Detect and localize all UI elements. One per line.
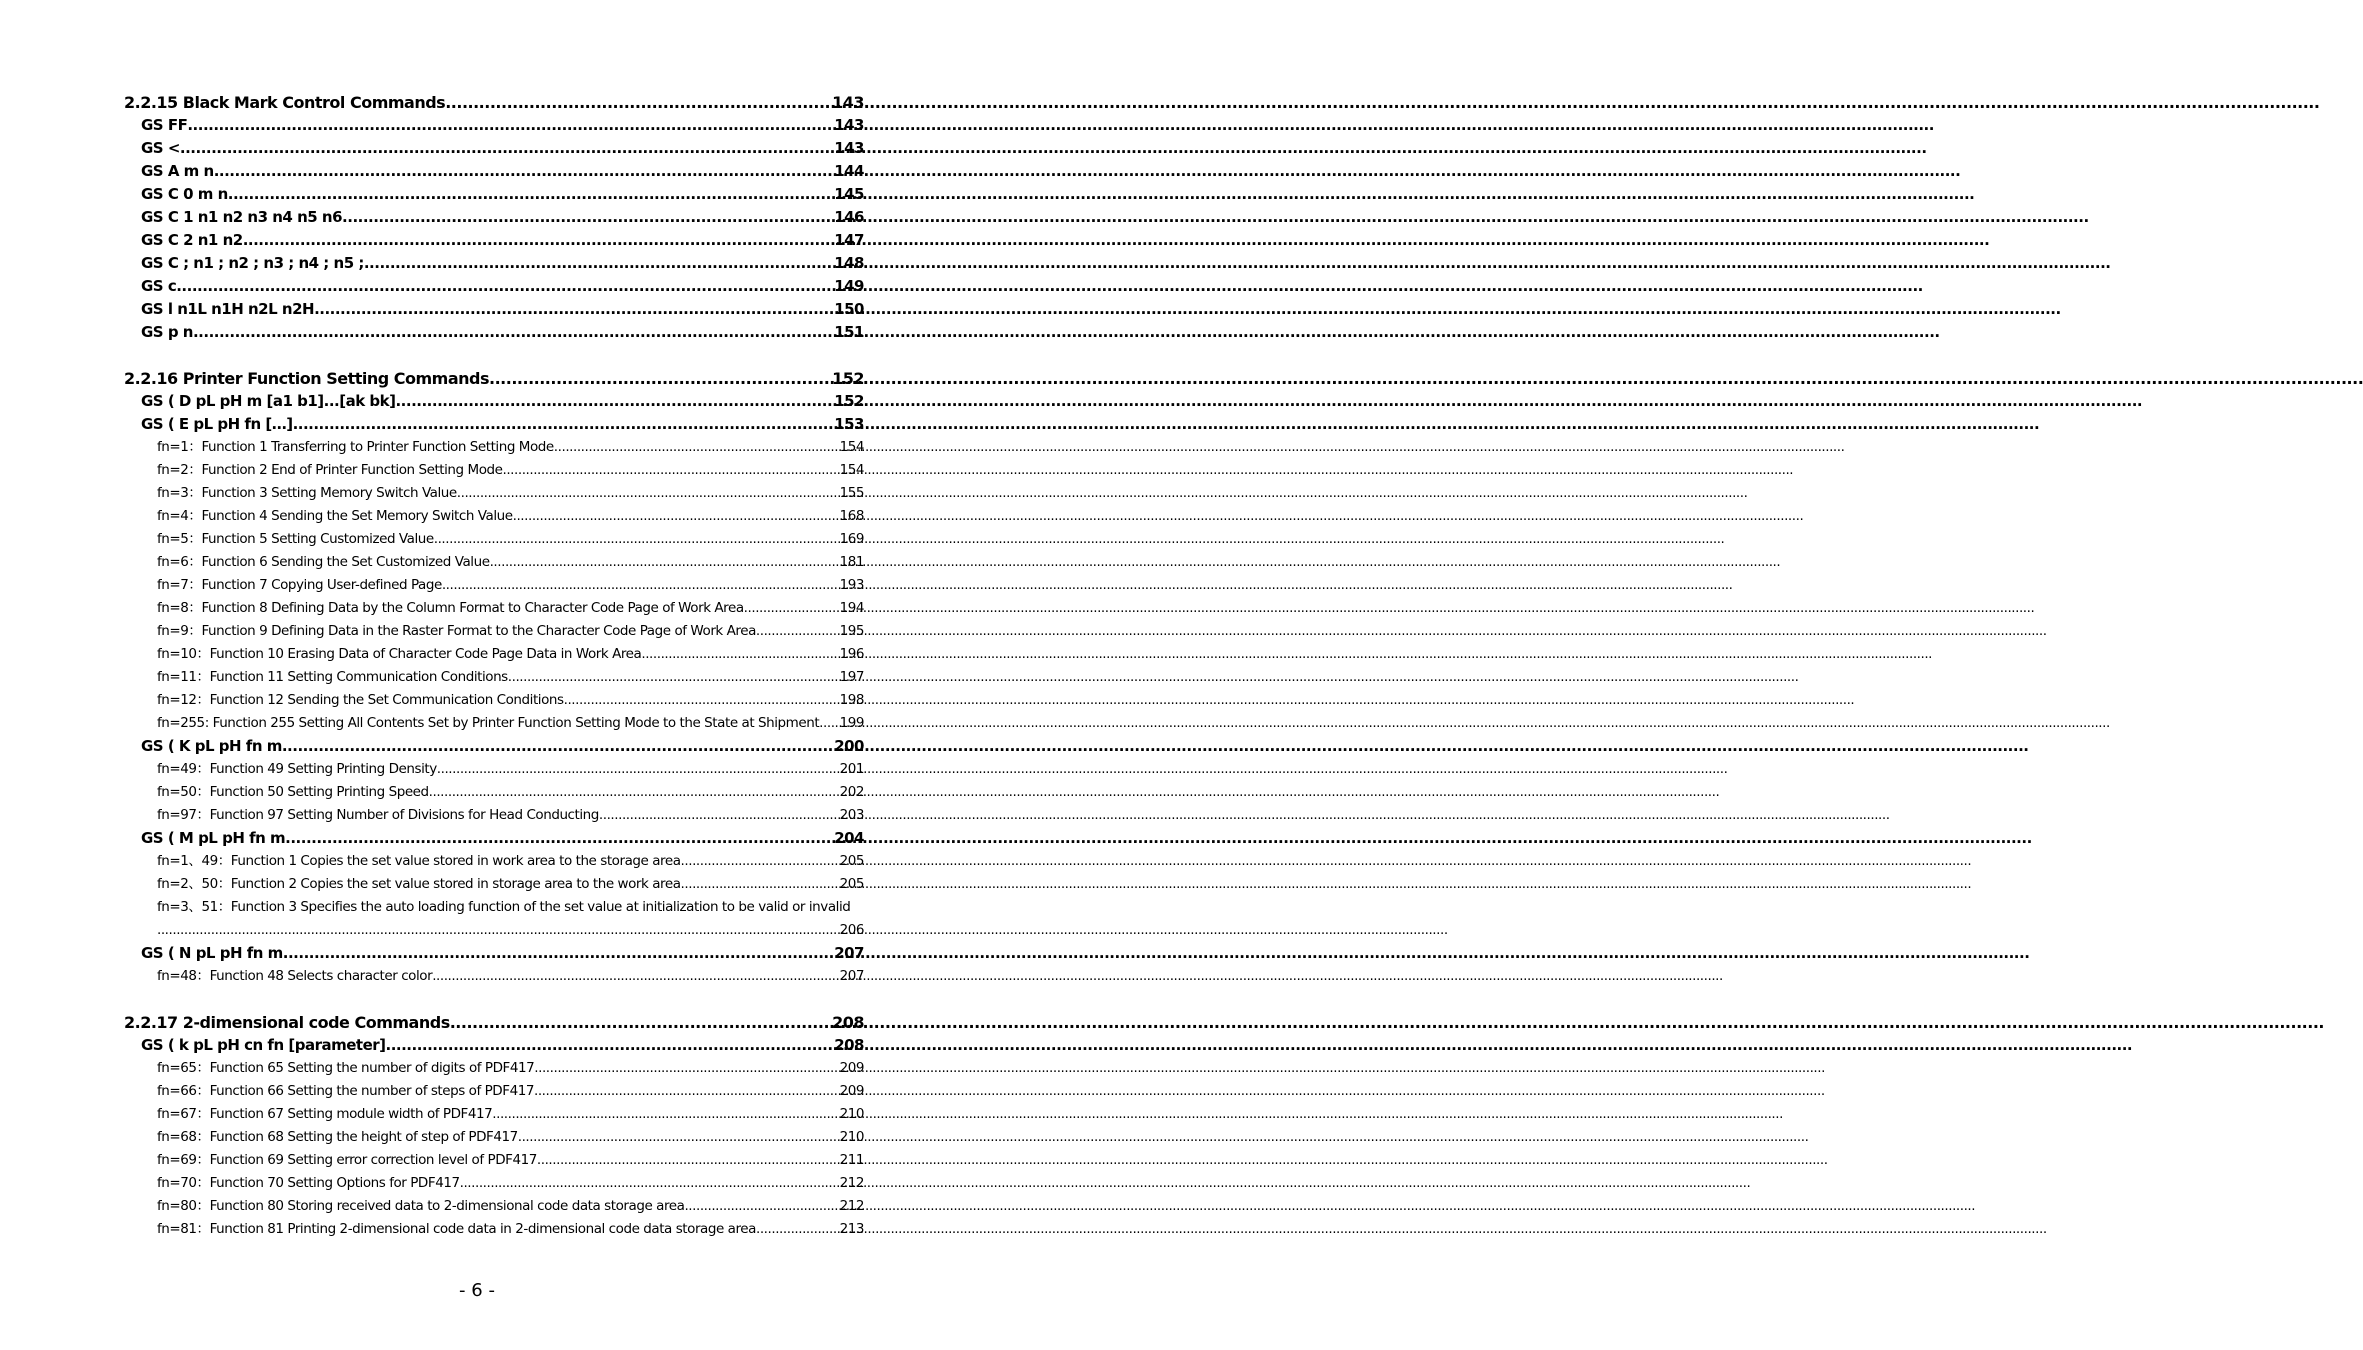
toc-function-entry[interactable] (124, 873, 864, 896)
toc-entry-page: 155 (839, 485, 864, 501)
dot-leader (492, 1103, 839, 1126)
toc-function-entry[interactable] (124, 666, 864, 689)
dot-leader (534, 1080, 840, 1103)
toc-function-entry[interactable] (124, 1195, 864, 1218)
toc-entry-title: GS C 1 n1 n2 n3 n4 n5 n6 (141, 208, 343, 226)
toc-entry-title: fn=9：Function 9 Defining Data in the Raster Format to the Character Code Page of Work Area (157, 623, 756, 639)
toc-entry-title: fn=255: Function 255 Setting All Contents Set by Printer Function Setting Mode to the State at Shipment (157, 715, 820, 731)
dot-leader (395, 390, 834, 413)
toc-command-entry[interactable] (124, 321, 864, 344)
toc-entry-page: 204 (834, 829, 864, 847)
dot-leader (537, 1149, 840, 1172)
toc-function-entry[interactable] (124, 1080, 864, 1103)
toc-entry-title: GS FF (141, 116, 188, 134)
toc-entry-title: GS ( K pL pH fn m (141, 737, 282, 755)
toc-command-entry[interactable] (124, 183, 864, 206)
dot-leader (157, 919, 840, 942)
toc-entry-page: 203 (839, 807, 864, 823)
toc-entry-title: fn=12：Function 12 Sending the Set Communication Conditions (157, 692, 564, 708)
dot-leader (432, 965, 839, 988)
dot-leader (342, 206, 834, 229)
toc-function-entry[interactable] (124, 965, 864, 988)
toc-function-entry[interactable] (124, 643, 864, 666)
toc-entry-page: 154 (839, 439, 864, 455)
toc-entry-page: 148 (834, 254, 864, 272)
toc-entry-title: fn=67：Function 67 Setting module width of PDF417 (157, 1106, 493, 1122)
toc-entry-title: fn=69：Function 69 Setting error correction level of PDF417 (157, 1152, 537, 1168)
toc-entry-title: fn=50：Function 50 Setting Printing Speed (157, 784, 429, 800)
toc-function-entry[interactable] (124, 436, 864, 459)
toc-entry-title: 2.2.17 2-dimensional code Commands (124, 1013, 450, 1032)
toc-function-entry[interactable] (124, 1218, 864, 1241)
toc-entry-title: GS ( k pL pH cn fn [parameter] (141, 1036, 386, 1054)
toc-entry-page: 205 (839, 876, 864, 892)
toc-function-entry[interactable] (124, 781, 864, 804)
toc-entry-title: fn=81：Function 81 Printing 2-dimensional code data in 2-dimensional code data storage area (157, 1221, 756, 1237)
toc-entry-page: 193 (839, 577, 864, 593)
toc-entry-title: fn=8：Function 8 Defining Data by the Column Format to Character Code Page of Work Area (157, 600, 744, 616)
toc-entry-page: 152 (832, 369, 864, 388)
toc-entry-title: fn=65：Function 65 Setting the number of digits of PDF417 (157, 1060, 535, 1076)
toc-entry-page: 152 (834, 392, 864, 410)
dot-leader (681, 873, 840, 896)
dot-leader (490, 551, 840, 574)
dot-leader (285, 827, 834, 850)
toc-function-entry[interactable] (124, 1057, 864, 1080)
toc-entry-page: 143 (834, 139, 864, 157)
toc-entry-title: 2.2.16 Printer Function Setting Commands (124, 369, 490, 388)
dot-leader (756, 620, 840, 643)
toc-entry-title: fn=66：Function 66 Setting the number of steps of PDF417 (157, 1083, 534, 1099)
section-gap (124, 988, 864, 1011)
toc-entry-title: fn=3、51：Function 3 Specifies the auto loading function of the set value at initialization to be valid or invalid (157, 899, 851, 915)
toc-entry-title: fn=10：Function 10 Erasing Data of Character Code Page Data in Work Area (157, 646, 642, 662)
toc-entry-title: fn=97：Function 97 Setting Number of Divisions for Head Conducting (157, 807, 599, 823)
toc-entry-title: fn=48：Function 48 Selects character color (157, 968, 433, 984)
dot-leader (508, 666, 840, 689)
toc-entry-page: 169 (839, 531, 864, 547)
toc-command-entry[interactable] (124, 206, 864, 229)
toc-entry-title: GS C 2 n1 n2 (141, 231, 243, 249)
toc-section-heading[interactable] (124, 91, 864, 114)
toc-command-entry[interactable] (124, 413, 864, 436)
dot-leader (293, 413, 835, 436)
toc-command-entry[interactable] (124, 252, 864, 275)
toc-function-entry[interactable] (124, 551, 864, 574)
toc-entry-title: fn=2、50：Function 2 Copies the set value stored in storage area to the work area (157, 876, 681, 892)
toc-entry-page: 200 (834, 737, 864, 755)
dot-leader (282, 735, 834, 758)
toc-entry-title: GS ( N pL pH fn m (141, 944, 283, 962)
toc-function-entry[interactable] (124, 482, 864, 505)
section-gap (124, 344, 864, 367)
toc-entry-title: GS ( E pL pH fn […] (141, 415, 293, 433)
dot-leader (457, 482, 840, 505)
toc-entry-page: 149 (834, 277, 864, 295)
toc-entry-page: 210 (839, 1129, 864, 1145)
toc-entry-title: fn=11：Function 11 Setting Communication Conditions (157, 669, 508, 685)
toc-entry-title: GS < (141, 139, 180, 157)
dot-leader (744, 597, 840, 620)
dot-leader (243, 229, 835, 252)
dot-leader (228, 183, 834, 206)
toc-entry-title: fn=80：Function 80 Storing received data to 2-dimensional code data storage area (157, 1198, 685, 1214)
toc-entry-page: 143 (832, 93, 864, 112)
toc-entry-page: 208 (834, 1036, 864, 1054)
toc-entry-title: GS C ; n1 ; n2 ; n3 ; n4 ; n5 ; (141, 254, 364, 272)
toc-command-entry[interactable] (124, 275, 864, 298)
dot-leader (180, 137, 834, 160)
dot-leader (684, 1195, 839, 1218)
toc-function-entry[interactable] (124, 1126, 864, 1149)
toc-function-entry[interactable] (124, 712, 864, 735)
toc-function-entry[interactable] (124, 505, 864, 528)
toc-command-entry[interactable] (124, 1034, 864, 1057)
toc-entry-title: fn=5：Function 5 Setting Customized Value (157, 531, 434, 547)
toc-function-entry[interactable] (124, 896, 864, 919)
toc-entry-title: GS c (141, 277, 177, 295)
toc-function-entry[interactable] (124, 758, 864, 781)
toc-entry-title: GS ( M pL pH fn m (141, 829, 286, 847)
toc-entry-title: GS C 0 m n (141, 185, 228, 203)
toc-entry-page: 143 (834, 116, 864, 134)
dot-leader (434, 528, 840, 551)
dot-leader (681, 850, 840, 873)
toc-function-entry[interactable] (124, 528, 864, 551)
toc-entry-page: 150 (834, 300, 864, 318)
toc-entry-page: 209 (839, 1060, 864, 1076)
dot-leader (314, 298, 834, 321)
toc-entry-page: 197 (839, 669, 864, 685)
toc-entry-page: 154 (839, 462, 864, 478)
toc-entry-page: 202 (839, 784, 864, 800)
toc-entry-title: GS A m n (141, 162, 214, 180)
toc-command-entry[interactable] (124, 229, 864, 252)
toc-entry-page: 212 (839, 1198, 864, 1214)
toc-entry-page: 206 (839, 922, 864, 938)
dot-leader (364, 252, 834, 275)
toc-command-entry[interactable] (124, 298, 864, 321)
dot-leader (513, 505, 840, 528)
toc-entry-page: 194 (839, 600, 864, 616)
dot-leader (554, 436, 840, 459)
toc-entry-title: fn=68：Function 68 Setting the height of step of PDF417 (157, 1129, 518, 1145)
dot-leader (534, 1057, 839, 1080)
toc-entry-page: 210 (839, 1106, 864, 1122)
toc-command-entry[interactable] (124, 137, 864, 160)
toc-entry-page: 181 (839, 554, 864, 570)
dot-leader (437, 758, 840, 781)
dot-leader (641, 643, 839, 666)
dot-leader (386, 1034, 835, 1057)
toc-function-entry[interactable] (124, 804, 864, 827)
toc-function-entry[interactable] (124, 850, 864, 873)
toc-function-entry[interactable] (124, 459, 864, 482)
toc-entry-page: 205 (839, 853, 864, 869)
toc-entry-title: GS l n1L n1H n2L n2H (141, 300, 315, 318)
table-of-contents (124, 91, 864, 1241)
toc-function-entry[interactable] (124, 1149, 864, 1172)
toc-function-entry[interactable] (124, 597, 864, 620)
dot-leader (599, 804, 840, 827)
toc-entry-page: 207 (834, 944, 864, 962)
dot-leader (193, 321, 834, 344)
dot-leader (214, 160, 834, 183)
toc-entry-title: fn=7：Function 7 Copying User-defined Page (157, 577, 442, 593)
toc-entry-page: 198 (839, 692, 864, 708)
dot-leader (756, 1218, 840, 1241)
toc-command-entry[interactable] (124, 942, 864, 965)
dot-leader (564, 689, 840, 712)
toc-function-entry[interactable] (124, 1172, 864, 1195)
page-number: - 6 - (459, 1280, 495, 1301)
toc-entry-page: 199 (839, 715, 864, 731)
toc-entry-page: 168 (839, 508, 864, 524)
toc-section-heading[interactable] (124, 1011, 864, 1034)
dot-leader (819, 712, 839, 735)
toc-entry-title: 2.2.15 Black Mark Control Commands (124, 93, 446, 112)
toc-entry-title: fn=1：Function 1 Transferring to Printer Function Setting Mode (157, 439, 554, 455)
dot-leader (502, 459, 839, 482)
toc-entry-page: 146 (834, 208, 864, 226)
dot-leader (518, 1126, 840, 1149)
toc-function-entry[interactable] (124, 620, 864, 643)
toc-function-entry[interactable] (124, 689, 864, 712)
dot-leader (176, 275, 834, 298)
toc-entry-page: 207 (839, 968, 864, 984)
toc-function-entry[interactable] (124, 574, 864, 597)
toc-entry-page: 147 (834, 231, 864, 249)
toc-function-entry[interactable] (124, 1103, 864, 1126)
toc-entry-title: GS ( D pL pH m [a1 b1]...[ak bk] (141, 392, 396, 410)
toc-entry-title: fn=3：Function 3 Setting Memory Switch Value (157, 485, 457, 501)
dot-leader (187, 114, 834, 137)
toc-function-entry-continuation[interactable] (124, 919, 864, 942)
toc-entry-page: 211 (839, 1152, 864, 1168)
dot-leader (489, 367, 832, 390)
toc-entry-page: 144 (834, 162, 864, 180)
toc-entry-title: fn=49：Function 49 Setting Printing Density (157, 761, 437, 777)
toc-entry-page: 145 (834, 185, 864, 203)
toc-section-heading[interactable] (124, 367, 864, 390)
toc-entry-page: 195 (839, 623, 864, 639)
toc-entry-title: fn=1、49：Function 1 Copies the set value stored in work area to the storage area (157, 853, 681, 869)
dot-leader (283, 942, 834, 965)
toc-entry-title: GS p n (141, 323, 193, 341)
toc-command-entry[interactable] (124, 160, 864, 183)
dot-leader (460, 1172, 840, 1195)
dot-leader (429, 781, 840, 804)
toc-command-entry[interactable] (124, 827, 864, 850)
toc-entry-page: 201 (839, 761, 864, 777)
toc-entry-page: 208 (832, 1013, 864, 1032)
toc-entry-page: 213 (839, 1221, 864, 1237)
toc-command-entry[interactable] (124, 114, 864, 137)
toc-entry-title: fn=70：Function 70 Setting Options for PDF417 (157, 1175, 460, 1191)
toc-entry-title: fn=6：Function 6 Sending the Set Customized Value (157, 554, 490, 570)
toc-command-entry[interactable] (124, 390, 864, 413)
dot-leader (442, 574, 840, 597)
toc-entry-title: fn=2：Function 2 End of Printer Function Setting Mode (157, 462, 503, 478)
toc-entry-page: 151 (834, 323, 864, 341)
toc-entry-page: 153 (834, 415, 864, 433)
toc-entry-page: 196 (839, 646, 864, 662)
toc-command-entry[interactable] (124, 735, 864, 758)
toc-entry-title: fn=4：Function 4 Sending the Set Memory Switch Value (157, 508, 513, 524)
toc-entry-page: 209 (839, 1083, 864, 1099)
dot-leader (450, 1011, 832, 1034)
toc-entry-page: 212 (839, 1175, 864, 1191)
dot-leader (445, 91, 832, 114)
